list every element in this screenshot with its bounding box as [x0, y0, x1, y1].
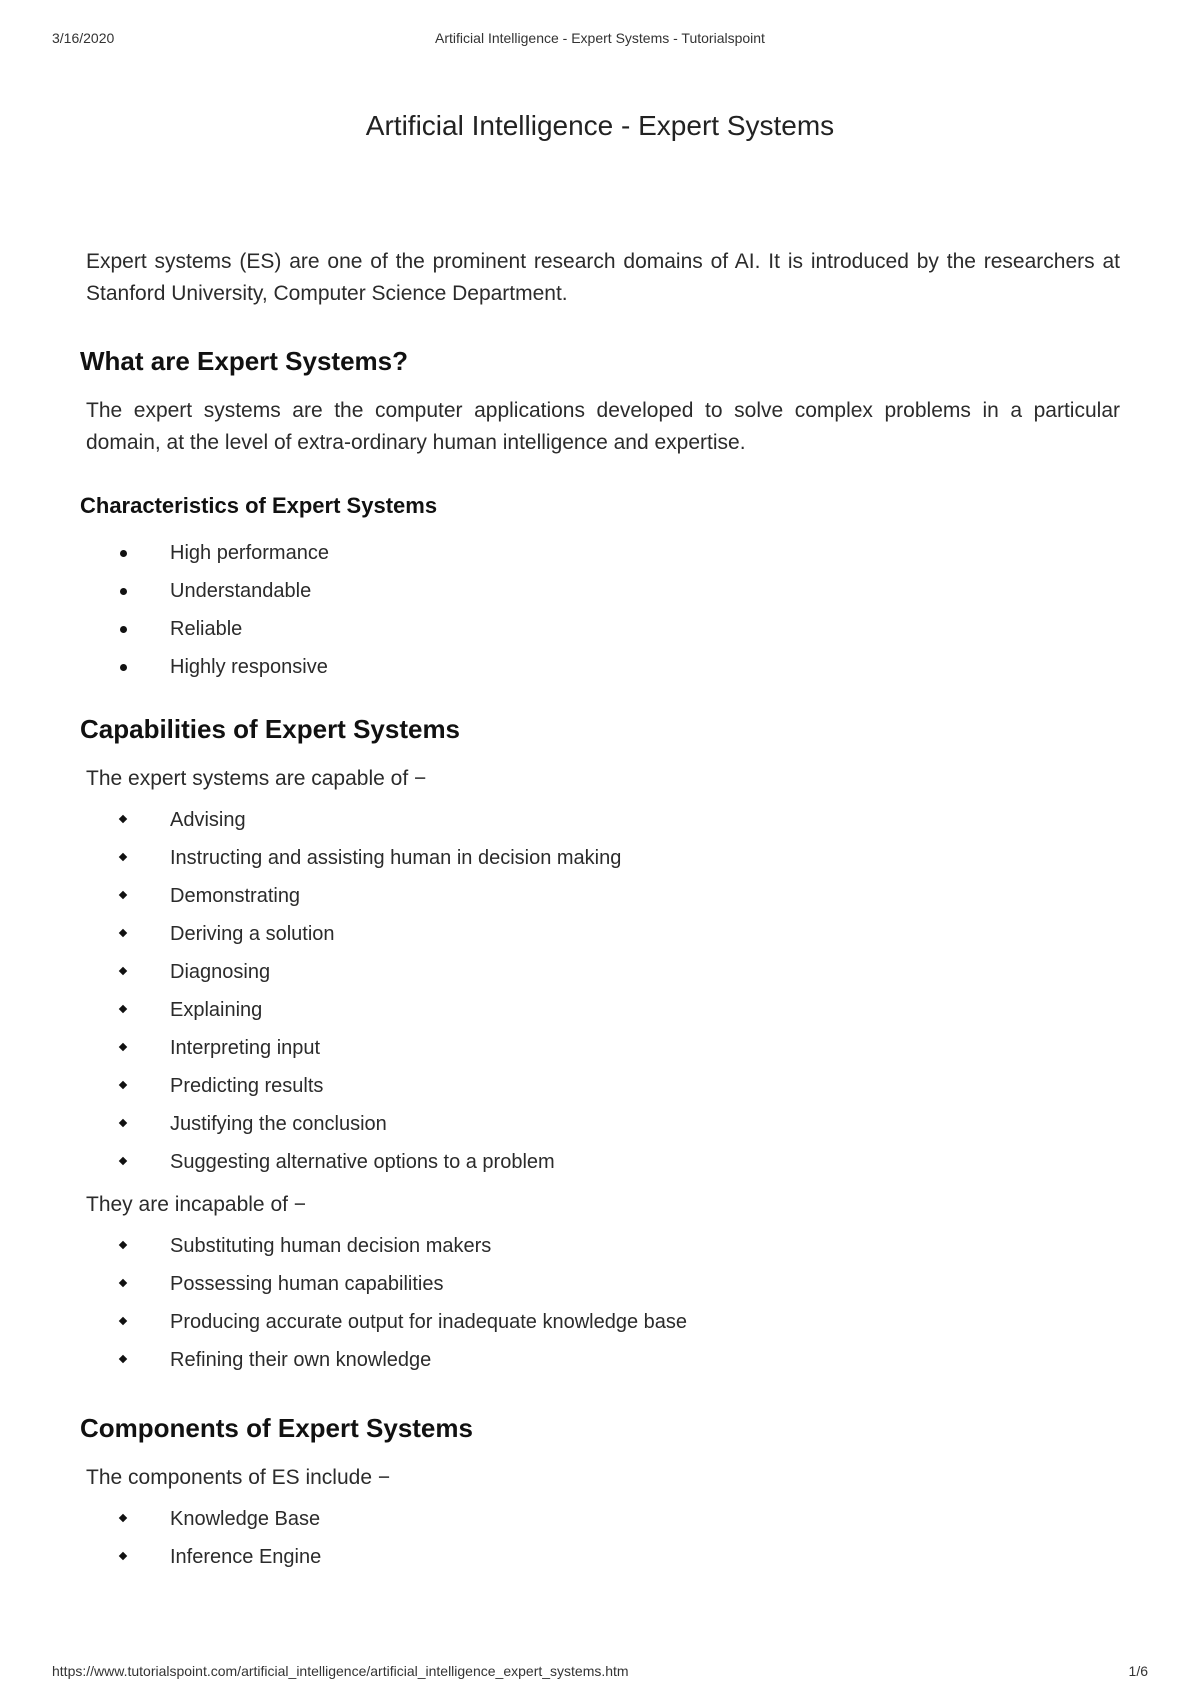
- bullet-icon: [119, 1552, 127, 1560]
- article-content: [82, 246, 1120, 1576]
- list-item: Predicting results: [82, 1067, 1120, 1105]
- print-header: [52, 30, 1148, 50]
- bullet-icon: [119, 1279, 127, 1287]
- bullet-icon: [120, 550, 127, 557]
- bullet-icon: [119, 815, 127, 823]
- list-item: Instructing and assisting human in decision making: [82, 839, 1120, 877]
- list-item: Refining their own knowledge: [82, 1341, 1120, 1379]
- list-item: Interpreting input: [82, 1029, 1120, 1067]
- bullet-icon: [119, 1355, 127, 1363]
- characteristics-list: [82, 534, 1120, 686]
- heading-components: Components of Expert Systems: [80, 1413, 473, 1443]
- bullet-icon: [119, 1119, 127, 1127]
- bullet-icon: [119, 1157, 127, 1165]
- bullet-icon: [119, 929, 127, 937]
- bullet-icon: [119, 1241, 127, 1249]
- components-list: [82, 1500, 1120, 1576]
- list-item: Possessing human capabilities: [82, 1265, 1120, 1303]
- bullet-icon: [120, 664, 127, 671]
- list-item: Justifying the conclusion: [82, 1105, 1120, 1143]
- list-item: Deriving a solution: [82, 915, 1120, 953]
- list-item: Explaining: [82, 991, 1120, 1029]
- bullet-icon: [120, 588, 127, 595]
- heading-capabilities: Capabilities of Expert Systems: [80, 714, 461, 744]
- capable-intro: The expert systems are capable of −: [86, 767, 427, 790]
- bullet-icon: [119, 1005, 127, 1013]
- bullet-icon: [119, 1043, 127, 1051]
- list-item: Highly responsive: [82, 648, 1120, 686]
- page-title: Artificial Intelligence - Expert Systems: [365, 110, 835, 141]
- list-item: Knowledge Base: [82, 1500, 1120, 1538]
- list-item: Diagnosing: [82, 953, 1120, 991]
- list-item: Producing accurate output for inadequate knowledge base: [82, 1303, 1120, 1341]
- list-item: Inference Engine: [82, 1538, 1120, 1576]
- bullet-icon: [119, 967, 127, 975]
- bullet-icon: [119, 853, 127, 861]
- components-intro: The components of ES include −: [86, 1466, 391, 1489]
- list-item: Reliable: [82, 610, 1120, 648]
- heading-what-are-expert-systems: What are Expert Systems?: [80, 346, 409, 376]
- bullet-icon: [119, 891, 127, 899]
- list-item: Understandable: [82, 572, 1120, 610]
- list-item: Demonstrating: [82, 877, 1120, 915]
- list-item: Substituting human decision makers: [82, 1227, 1120, 1265]
- print-date: 3/16/2020: [52, 30, 115, 46]
- bullet-icon: [119, 1514, 127, 1522]
- bullet-icon: [119, 1317, 127, 1325]
- print-page-title: Artificial Intelligence - Expert Systems - Tutorialspoint: [435, 30, 765, 46]
- incapable-intro: They are incapable of −: [86, 1193, 307, 1216]
- list-item: High performance: [82, 534, 1120, 572]
- list-item: Suggesting alternative options to a problem: [82, 1143, 1120, 1181]
- page-number: 1/6: [1128, 1663, 1148, 1679]
- bullet-icon: [120, 626, 127, 633]
- bullet-icon: [119, 1081, 127, 1089]
- what-paragraph: The expert systems are the computer applications developed to solve complex problems in a particular domain, at the level of extra-ordinary human intelligence and expertise.: [86, 399, 1120, 454]
- capable-list: [82, 801, 1120, 1181]
- incapable-list: [82, 1227, 1120, 1379]
- print-url: https://www.tutorialspoint.com/artificial_intelligence/artificial_intelligence_expert_systems.htm: [52, 1663, 629, 1679]
- list-item: Advising: [82, 801, 1120, 839]
- print-footer: [52, 1663, 1148, 1683]
- heading-characteristics: Characteristics of Expert Systems: [80, 493, 438, 518]
- intro-paragraph: Expert systems (ES) are one of the prominent research domains of AI. It is introduced by the researchers at Stanford University, Computer Science Department.: [86, 250, 1120, 305]
